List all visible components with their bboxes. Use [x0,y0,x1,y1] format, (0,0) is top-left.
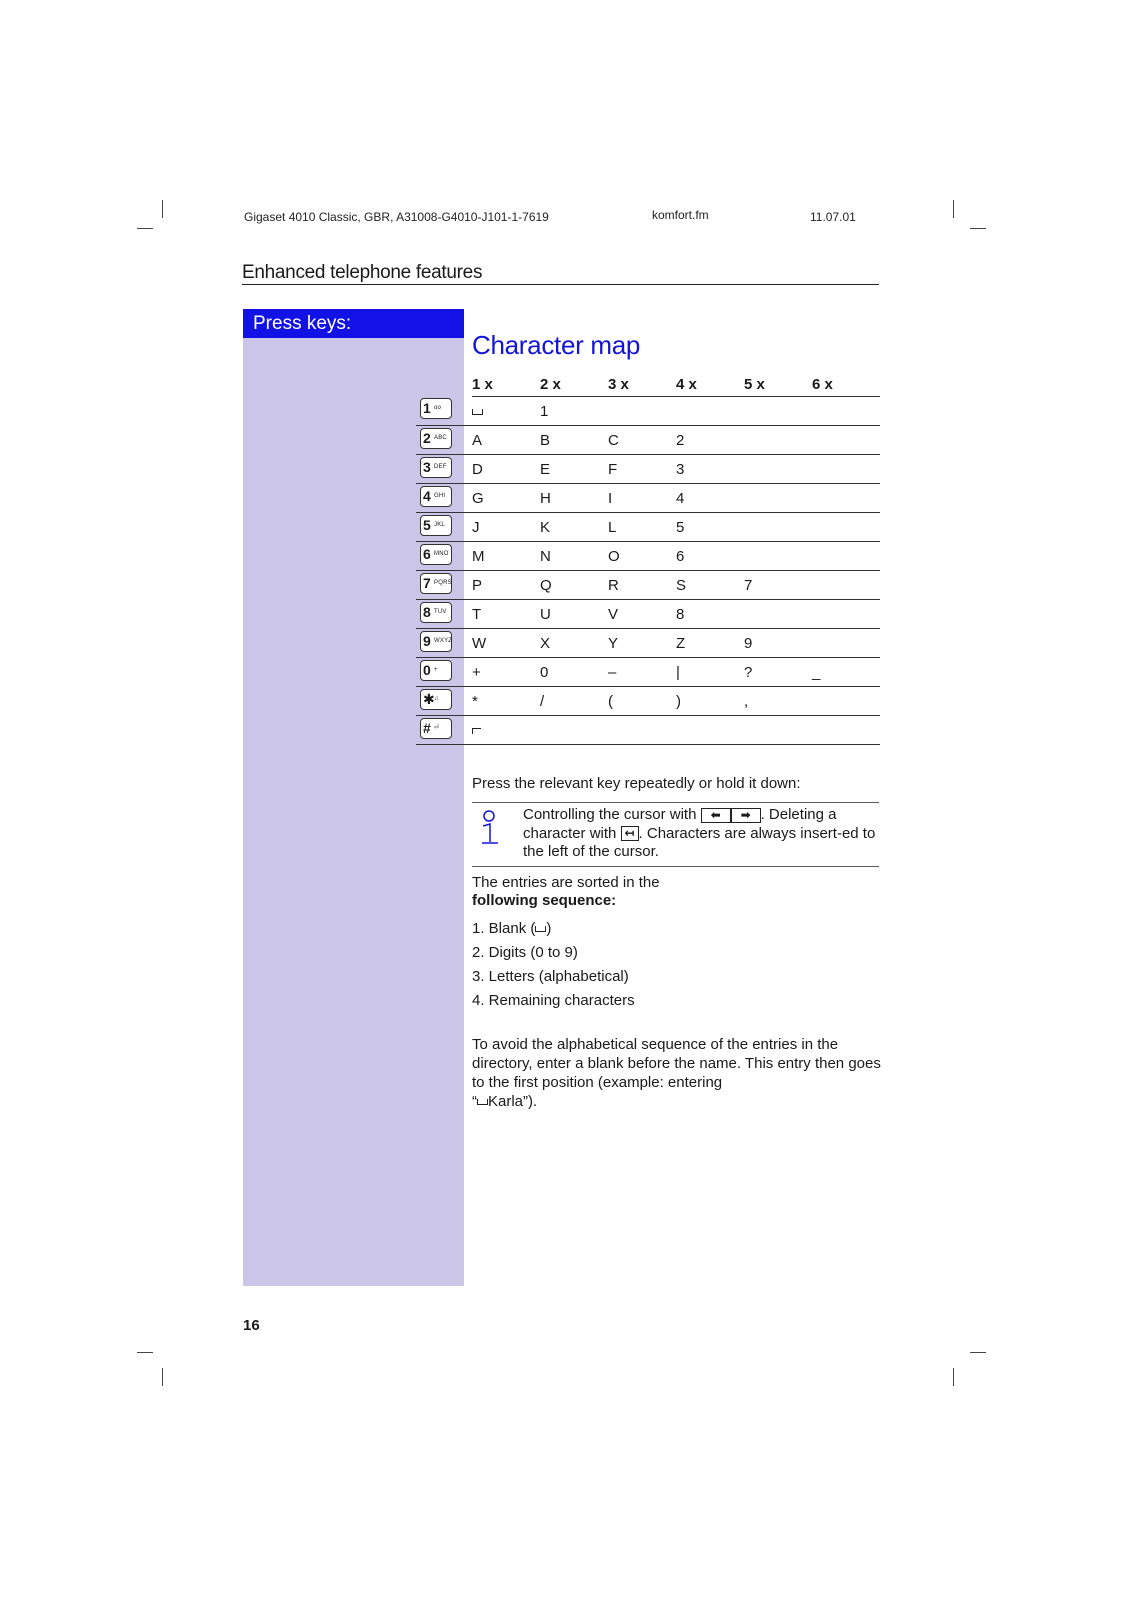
character-cell: G [472,484,540,513]
character-cell: Y [608,629,676,658]
character-cell [744,426,812,455]
key-cell [416,629,472,658]
key-number: 4 [423,487,431,504]
page-title: Character map [472,330,641,360]
column-header: 3 x [608,372,676,397]
character-cell [812,629,880,658]
table-row [416,455,880,484]
table-row [416,629,880,658]
character-cell: X [540,629,608,658]
crop-mark [137,1352,153,1353]
key-cell [416,397,472,426]
character-cell: T [472,600,540,629]
phone-key-8-icon [420,631,452,652]
blank-symbol-icon [535,926,546,932]
key-cell [416,687,472,716]
table-row [416,397,880,426]
delete-key-icon: ↤ [621,826,639,841]
character-cell: D [472,455,540,484]
character-cell: V [608,600,676,629]
character-cell [744,484,812,513]
file-name: komfort.fm [652,208,709,222]
crop-mark [137,228,153,229]
character-cell: F [608,455,676,484]
note-divider [472,802,879,803]
character-cell: R [608,571,676,600]
character-cell: 7 [744,571,812,600]
crop-mark [953,200,954,218]
character-cell [744,455,812,484]
example-name: Karla”). [488,1093,538,1110]
character-cell: 6 [676,542,744,571]
character-cell: M [472,542,540,571]
table-row [416,716,880,745]
key-cell [416,716,472,745]
phone-key-0-icon [420,398,452,419]
character-cell: K [540,513,608,542]
character-cell: H [540,484,608,513]
key-cell [416,513,472,542]
character-cell: 0 [540,658,608,687]
key-cell [416,426,472,455]
key-letters: ⏎ [434,724,440,731]
note-divider [472,866,879,867]
table-row [416,687,880,716]
section-title: Enhanced telephone features [242,262,483,283]
character-cell: 1 [540,397,608,426]
character-cell: 3 [676,455,744,484]
phone-key-6-icon [420,573,452,594]
blank-symbol-icon [472,409,483,415]
character-cell: , [744,687,812,716]
key-cell [416,455,472,484]
character-cell: S [676,571,744,600]
list-item-text: 1. Blank ( [472,920,536,937]
phone-key-5-icon [420,544,452,565]
character-cell [472,397,540,426]
character-cell [608,716,676,745]
phone-key-2-icon [420,457,452,478]
character-cell [540,716,608,745]
character-map-table [416,372,880,745]
character-cell: L [608,513,676,542]
note-part1: Controlling the cursor with [523,806,697,823]
key-cell [416,658,472,687]
character-cell: N [540,542,608,571]
list-item: 4. Remaining characters [472,992,635,1009]
character-cell [744,397,812,426]
table-row [416,658,880,687]
list-item [472,920,551,937]
key-letters: WXYZ [434,637,453,644]
phone-key-1-icon [420,428,452,449]
character-cell: ) [676,687,744,716]
key-number: 7 [423,574,431,591]
character-cell [812,484,880,513]
key-letters: + [434,666,438,673]
document-id: Gigaset 4010 Classic, GBR, A31008-G4010-J101-1-7619 [244,210,549,224]
character-cell: | [676,658,744,687]
character-cell [812,426,880,455]
character-cell: J [472,513,540,542]
character-cell: 8 [676,600,744,629]
instruction-text: Press the relevant key repeatedly or hold it down: [472,775,801,792]
character-cell [812,716,880,745]
column-header: 6 x [812,372,880,397]
character-cell: W [472,629,540,658]
arrow-left-key-icon: ⬅ [701,808,731,823]
list-item: 3. Letters (alphabetical) [472,968,629,985]
info-icon [478,810,500,846]
character-cell: P [472,571,540,600]
character-cell: 2 [676,426,744,455]
character-cell: * [472,687,540,716]
key-number: 5 [423,516,431,533]
key-cell [416,542,472,571]
column-header: 2 x [540,372,608,397]
character-cell [812,513,880,542]
column-header: 5 x [744,372,812,397]
key-cell [416,600,472,629]
crop-mark [162,200,163,218]
sidebar-heading [243,309,464,338]
character-cell [812,600,880,629]
key-letters: TUV [434,608,447,615]
character-cell [812,542,880,571]
note-part3: . Characters are always insert-ed to the left of the cursor. [523,824,876,860]
page-number: 16 [243,1317,260,1334]
character-cell [812,571,880,600]
key-letters: ♫ [434,695,439,702]
character-cell: Z [676,629,744,658]
key-number: 6 [423,545,431,562]
character-cell [812,455,880,484]
key-cell [416,571,472,600]
character-cell: ( [608,687,676,716]
phone-key-10-icon [420,689,452,710]
phone-key-4-icon [420,515,452,536]
list-item-text: ) [546,920,552,937]
table-row [416,484,880,513]
table-row [416,426,880,455]
character-cell [744,600,812,629]
key-number: 0 [423,661,431,678]
character-cell [744,513,812,542]
key-letters: JKL [434,521,445,528]
section-divider [242,284,879,285]
note-text [523,806,883,862]
key-letters: GHI [434,492,446,499]
sorting-heading: following sequence: [472,892,617,909]
table-row [416,600,880,629]
key-letters: DEF [434,463,447,470]
column-header: 4 x [676,372,744,397]
table-header-row [416,372,880,397]
column-header: 1 x [472,372,540,397]
crop-mark [970,228,986,229]
table-row [416,542,880,571]
sidebar-heading-label: Press keys: [253,313,352,334]
key-number: 9 [423,632,431,649]
character-cell [608,397,676,426]
character-cell: – [608,658,676,687]
arrow-right-key-icon: ➡ [731,808,761,823]
character-cell: + [472,658,540,687]
character-cell: 9 [744,629,812,658]
character-cell: 5 [676,513,744,542]
character-cell [744,542,812,571]
phone-key-9-icon [420,660,452,681]
table-row [416,571,880,600]
character-cell [812,397,880,426]
character-cell: C [608,426,676,455]
character-cell: 4 [676,484,744,513]
crop-mark [953,1368,954,1386]
crop-mark [970,1352,986,1353]
character-cell: I [608,484,676,513]
key-cell [416,484,472,513]
example-open-quote: “ [472,1093,477,1110]
key-number: 3 [423,458,431,475]
phone-key-7-icon [420,602,452,623]
key-number: 8 [423,603,431,620]
key-letters: PQRS [434,579,452,586]
table-header-spacer [416,372,472,397]
note-part2: . Deleting a character with [523,806,837,842]
header-date: 11.07.01 [810,210,856,224]
character-cell: Q [540,571,608,600]
key-number: 1 [423,400,431,417]
phone-key-3-icon [420,486,452,507]
key-letters: MNO [434,550,449,557]
character-cell: O [608,542,676,571]
key-letters: oo [434,405,442,412]
character-cell: U [540,600,608,629]
list-item: 2. Digits (0 to 9) [472,944,578,961]
key-number: # [423,719,431,736]
paragraph-text: To avoid the alphabetical sequence of the entries in the directory, enter a blank before the name. This entry then goes to the first position (example: entering [472,1036,881,1091]
crop-mark [162,1368,163,1386]
character-cell: _ [812,658,880,687]
key-number: ✱ [423,690,435,707]
character-cell [744,716,812,745]
sorting-intro: The entries are sorted in the [472,874,660,891]
character-cell: / [540,687,608,716]
line-break-symbol-icon [472,728,481,734]
character-cell [676,397,744,426]
blank-symbol-icon [477,1099,488,1105]
explanation-paragraph [472,1035,882,1111]
key-letters: ABC [434,434,447,441]
character-cell: E [540,455,608,484]
character-cell [472,716,540,745]
phone-key-11-icon [420,718,452,739]
table-row [416,513,880,542]
character-cell: A [472,426,540,455]
character-cell [812,687,880,716]
key-number: 2 [423,429,431,446]
character-cell: ? [744,658,812,687]
character-cell: B [540,426,608,455]
character-cell [676,716,744,745]
